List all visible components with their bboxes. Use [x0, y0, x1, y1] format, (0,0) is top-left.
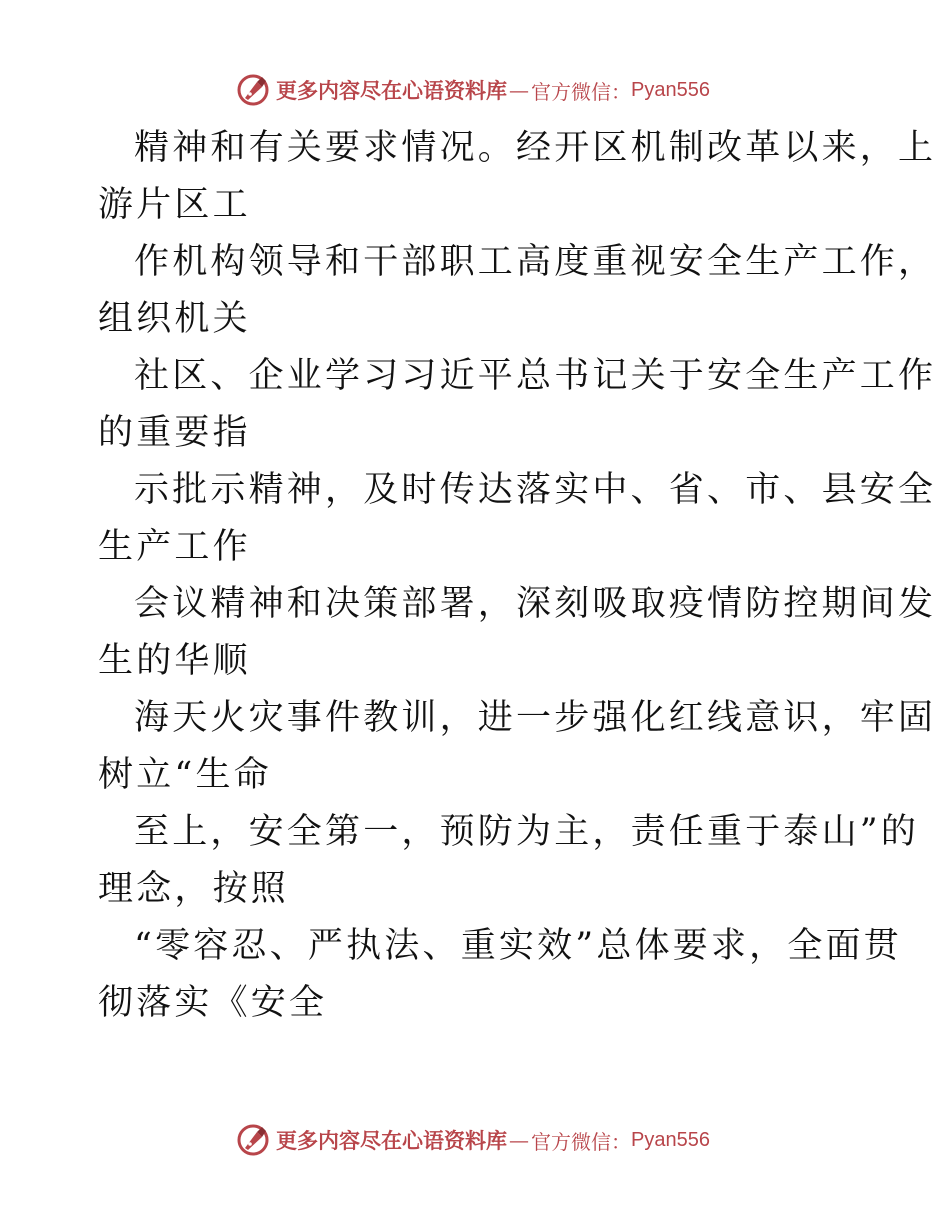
header-wechat-id: Pyan556 [631, 78, 710, 101]
text-line: 组织机关 [98, 299, 251, 339]
text-line: 至上，安全第一，预防为主，责任重于泰山”的 [134, 812, 920, 852]
header-contact-label: 官方微信： [531, 79, 631, 104]
text-line: 游片区工 [98, 185, 251, 225]
text-line: 示批示精神，及时传达落实中、省、市、县安全 [134, 470, 937, 510]
pen-nib-logo-icon [236, 1123, 270, 1157]
footer-banner[interactable] [236, 1122, 716, 1158]
text-line: 树立“生命 [98, 755, 272, 795]
text-line: 社区、企业学习习近平总书记关于安全生产工作 [134, 356, 937, 396]
text-line: 生产工作 [98, 527, 251, 567]
body-text [98, 120, 937, 1032]
text-line: “零容忍、严执法、重实效”总体要求，全面贯 [134, 926, 902, 966]
text-line: 会议精神和决策部署，深刻吸取疫情防控期间发 [134, 584, 937, 624]
text-line: 作机构领导和干部职工高度重视安全生产工作， [134, 242, 937, 282]
text-line: 的重要指 [98, 413, 251, 453]
footer-wechat-id: Pyan556 [631, 1128, 710, 1151]
header-banner[interactable] [236, 72, 716, 108]
text-line: 生的华顺 [98, 641, 251, 681]
text-line: 海天火灾事件教训，进一步强化红线意识，牢固 [134, 698, 937, 738]
text-line: 彻落实《安全 [98, 983, 328, 1023]
pen-nib-logo-icon [236, 73, 270, 107]
text-line: 精神和有关要求情况。经开区机制改革以来，上 [134, 128, 937, 168]
text-line: 理念，按照 [98, 869, 290, 909]
footer-contact-label: 官方微信： [531, 1129, 631, 1154]
header-site-name: 更多内容尽在心语资料库 [276, 78, 507, 103]
footer-separator: — [509, 1128, 529, 1152]
header-separator: — [509, 78, 529, 102]
footer-site-name: 更多内容尽在心语资料库 [276, 1128, 507, 1153]
